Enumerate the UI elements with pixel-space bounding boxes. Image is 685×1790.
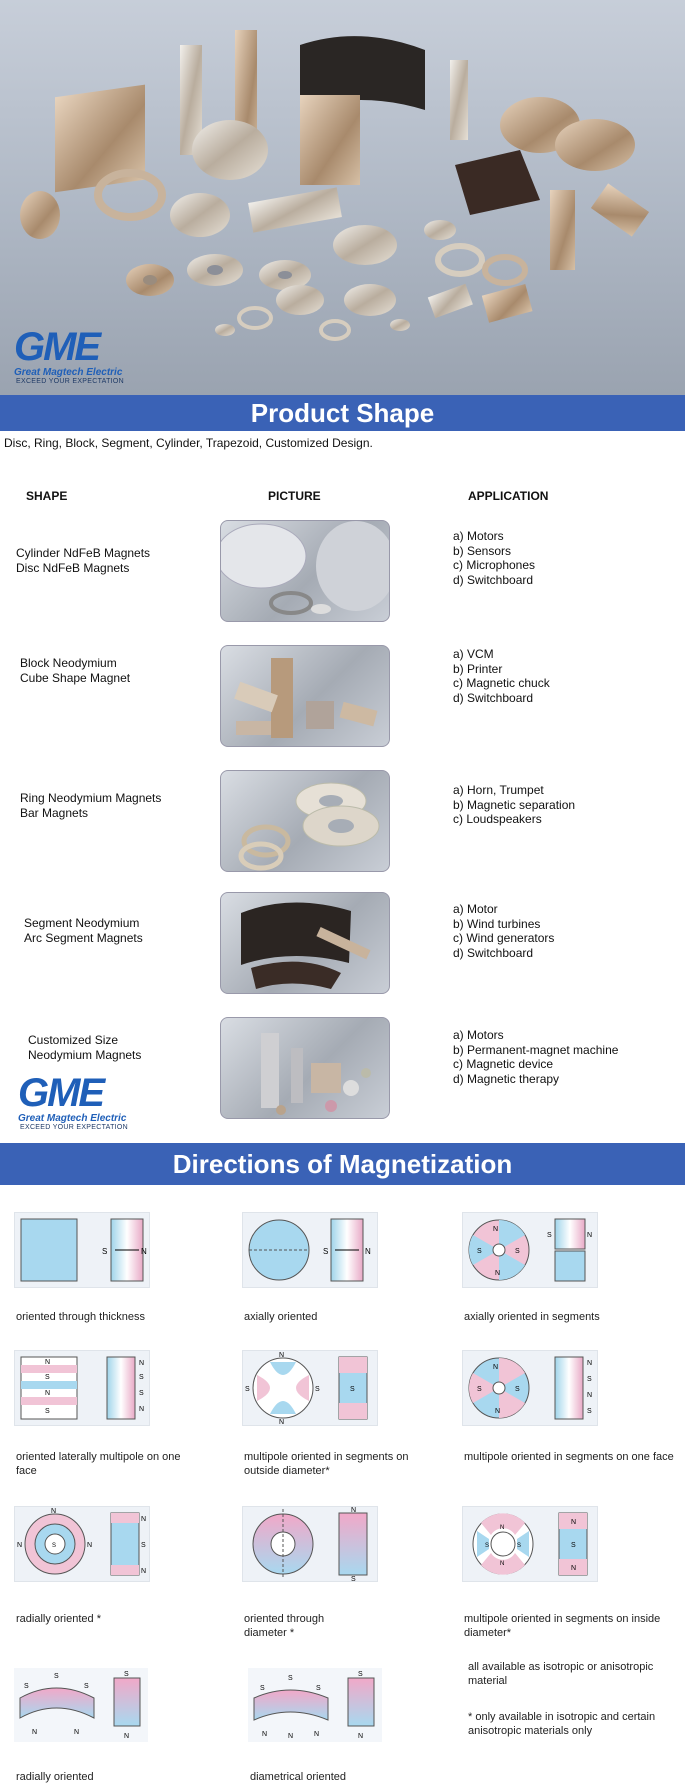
caption-diametrical-oriented: diametrical oriented — [250, 1771, 346, 1783]
svg-text:N: N — [495, 1408, 501, 1415]
svg-text:S: S — [245, 1386, 250, 1393]
column-header-shape: SHAPE — [26, 489, 68, 503]
application-list-cylinder: a) Motors b) Sensors c) Microphones d) Switchboard — [453, 529, 536, 587]
picture-block-magnets — [220, 645, 390, 747]
svg-text:S: S — [124, 1671, 129, 1678]
caption-oriented-laterally-multipole: oriented laterally multipole on one face — [16, 1451, 181, 1477]
diagram-axially-oriented — [242, 1212, 378, 1288]
magnetization-title: Directions of Magnetization — [172, 1149, 513, 1179]
svg-text:S: S — [517, 1543, 522, 1549]
caption-multipole-inside-diameter: multipole oriented in segments on inside diameter* — [464, 1613, 661, 1639]
svg-text:S: S — [139, 1374, 144, 1381]
svg-text:S: S — [260, 1685, 265, 1692]
svg-text:S: S — [45, 1408, 50, 1415]
svg-text:S: S — [587, 1376, 592, 1383]
svg-text:N: N — [571, 1519, 577, 1526]
svg-text:N: N — [571, 1565, 577, 1572]
caption-multipole-one-face: multipole oriented in segments on one face — [464, 1451, 674, 1463]
picture-segment-magnets — [220, 892, 390, 994]
diagram-multipole-inside-diameter — [462, 1506, 598, 1582]
svg-text:N: N — [87, 1542, 93, 1549]
svg-text:N: N — [139, 1406, 145, 1413]
svg-text:N: N — [493, 1364, 499, 1371]
svg-text:N: N — [139, 1360, 145, 1367]
svg-text:N: N — [262, 1731, 268, 1738]
svg-text:N: N — [500, 1525, 505, 1531]
svg-text:S: S — [485, 1543, 490, 1549]
svg-text:N: N — [74, 1729, 80, 1736]
magnetization-banner — [0, 1143, 685, 1185]
svg-text:S: S — [24, 1683, 29, 1690]
svg-text:S: S — [351, 1576, 356, 1581]
picture-customized-magnets — [220, 1017, 390, 1119]
caption-radially-oriented-asterisk: radially oriented * — [16, 1613, 101, 1625]
shape-cell-block: Block Neodymium Cube Shape Magnet — [20, 656, 131, 685]
caption-oriented-through-thickness: oriented through thickness — [16, 1311, 146, 1323]
caption-axially-oriented-in-segments: axially oriented in segments — [464, 1311, 600, 1323]
svg-text:N: N — [365, 1247, 371, 1256]
logo-company-name: Great Magtech Electric — [14, 367, 123, 378]
svg-text:N: N — [288, 1733, 294, 1740]
shape-cell-ring: Ring Neodymium Magnets Bar Magnets — [20, 791, 162, 820]
logo-tagline: EXCEED YOUR EXPECTATION — [16, 378, 125, 385]
svg-text:N: N — [141, 1247, 147, 1256]
svg-text:S: S — [323, 1247, 329, 1256]
diagram-oriented-laterally-multipole — [14, 1350, 150, 1426]
diagram-radially-oriented-star — [14, 1506, 150, 1582]
logo-mark: GME — [18, 1071, 104, 1115]
svg-text:N: N — [45, 1359, 51, 1366]
svg-text:N: N — [495, 1270, 501, 1277]
application-list-ring: a) Horn, Trumpet b) Magnetic separation c) Loudspeakers — [453, 783, 576, 826]
note-isotropic-only: * only available in isotropic and certain anisotropic materials only — [468, 1711, 656, 1737]
shape-cell-segment: Segment Neodymium Arc Segment Magnets — [24, 916, 143, 945]
svg-text:S: S — [54, 1673, 59, 1680]
svg-text:N: N — [279, 1419, 285, 1425]
logo-tagline: EXCEED YOUR EXPECTATION — [20, 1124, 129, 1131]
picture-ring-magnets — [220, 770, 390, 872]
caption-oriented-through-diameter: oriented through diameter * — [244, 1613, 325, 1639]
svg-text:N: N — [500, 1561, 505, 1567]
svg-text:S: S — [350, 1386, 355, 1393]
svg-text:S: S — [84, 1683, 89, 1690]
svg-text:S: S — [141, 1542, 146, 1549]
svg-text:N: N — [141, 1516, 147, 1523]
product-shape-title: Product Shape — [250, 398, 435, 428]
hero-image — [0, 0, 685, 395]
diagram-diametrical-oriented — [248, 1668, 382, 1742]
svg-text:N: N — [51, 1508, 57, 1515]
svg-text:S: S — [315, 1386, 320, 1393]
svg-text:S: S — [316, 1685, 321, 1692]
picture-cylinder-disc-magnets — [220, 520, 390, 622]
svg-text:N: N — [17, 1542, 23, 1549]
svg-text:S: S — [139, 1390, 144, 1397]
svg-text:N: N — [587, 1360, 593, 1367]
svg-text:S: S — [288, 1675, 293, 1682]
shape-cell-customized: Customized Size Neodymium Magnets — [28, 1033, 142, 1062]
diagram-axially-oriented-in-segments — [462, 1212, 598, 1288]
caption-radially-oriented: radially oriented — [16, 1771, 94, 1783]
svg-text:S: S — [52, 1543, 57, 1549]
svg-text:N: N — [32, 1729, 38, 1736]
svg-text:N: N — [124, 1733, 130, 1740]
caption-multipole-outside-diameter: multipole oriented in segments on outside diameter* — [244, 1451, 409, 1477]
company-logo — [10, 326, 130, 388]
column-header-application: APPLICATION — [468, 489, 549, 503]
product-shape-banner — [0, 395, 685, 431]
diagram-multipole-outside-diameter — [242, 1350, 378, 1426]
column-header-picture: PICTURE — [268, 489, 321, 503]
svg-text:S: S — [102, 1247, 108, 1256]
svg-text:S: S — [547, 1232, 552, 1239]
product-shape-intro: Disc, Ring, Block, Segment, Cylinder, Trapezoid, Customized Design. — [4, 436, 373, 450]
svg-text:N: N — [493, 1226, 499, 1233]
application-list-block: a) VCM b) Printer c) Magnetic chuck d) Switchboard — [453, 647, 550, 705]
logo-company-name: Great Magtech Electric — [18, 1113, 127, 1124]
svg-text:N: N — [314, 1731, 320, 1738]
svg-text:N: N — [587, 1232, 593, 1239]
application-list-segment: a) Motor b) Wind turbines c) Wind generators d) Switchboard — [453, 902, 555, 960]
logo-mark: GME — [14, 325, 100, 369]
svg-text:S: S — [358, 1671, 363, 1678]
diagram-radially-oriented-arc — [14, 1668, 148, 1742]
diagram-oriented-through-thickness — [14, 1212, 150, 1288]
svg-text:S: S — [477, 1248, 482, 1255]
svg-text:S: S — [477, 1386, 482, 1393]
svg-text:S: S — [515, 1386, 520, 1393]
caption-axially-oriented: axially oriented — [244, 1311, 318, 1323]
svg-text:N: N — [279, 1352, 285, 1359]
svg-text:N: N — [141, 1568, 147, 1575]
diagram-multipole-one-face — [462, 1350, 598, 1426]
company-logo-bottom — [14, 1072, 134, 1134]
svg-text:S: S — [515, 1248, 520, 1255]
svg-text:S: S — [587, 1408, 592, 1415]
svg-text:N: N — [587, 1392, 593, 1399]
svg-text:N: N — [45, 1390, 51, 1397]
application-list-customized: a) Motors b) Permanent-magnet machine c) Magnetic device d) Magnetic therapy — [453, 1028, 619, 1086]
svg-text:S: S — [571, 1542, 576, 1549]
svg-text:N: N — [358, 1733, 364, 1740]
svg-text:N: N — [351, 1507, 357, 1514]
note-isotropic-anisotropic: all available as isotropic or anisotropic material — [468, 1661, 654, 1687]
shape-cell-cylinder: Cylinder NdFeB Magnets Disc NdFeB Magnets — [16, 546, 151, 575]
diagram-oriented-through-diameter — [242, 1506, 378, 1582]
svg-text:S: S — [45, 1374, 50, 1381]
